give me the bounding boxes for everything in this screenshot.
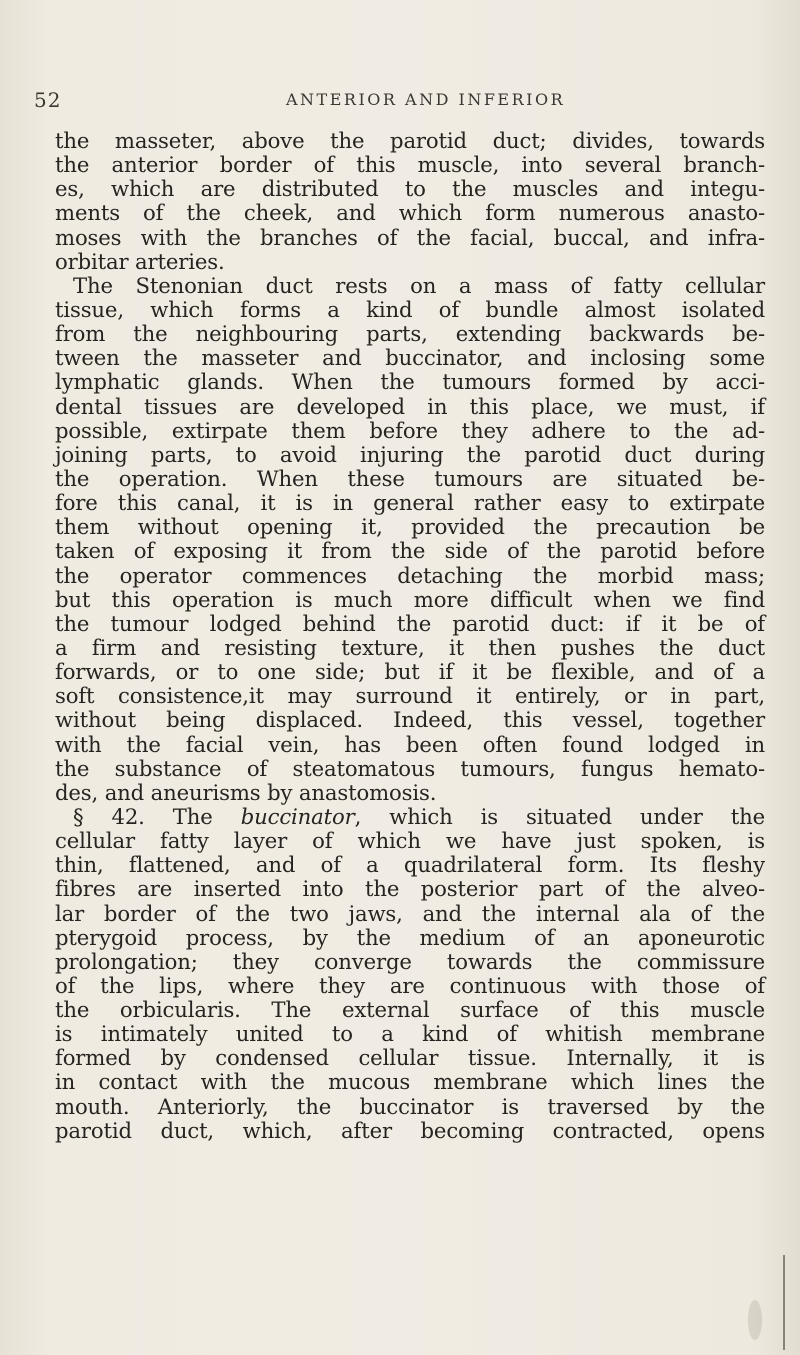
- page-header: [34, 88, 734, 112]
- text-line: the masseter, above the parotid duct; divides, towards: [55, 128, 765, 153]
- text-line: mouth. Anteriorly, the buccinator is traversed by the: [55, 1093, 765, 1119]
- text-line: forwards, or to one side; but if it be flexible, and of a: [55, 659, 765, 685]
- text-line: joining parts, to avoid injuring the parotid duct during: [55, 441, 765, 467]
- text-line: a firm and resisting texture, it then pushes the duct: [55, 634, 765, 660]
- text-line: with the facial vein, has been often found lodged in: [55, 731, 765, 757]
- text-line: in contact with the mucous membrane which lines the: [55, 1069, 765, 1095]
- italic-term: buccinator: [240, 803, 355, 829]
- text-line: ments of the cheek, and which form numerous anasto-: [55, 200, 765, 226]
- text-line: lar border of the two jaws, and the internal ala of the: [55, 900, 765, 926]
- text-line: formed by condensed cellular tissue. Internally, it is: [55, 1045, 765, 1071]
- text-line: the anterior border of this muscle, into several branch-: [55, 152, 765, 178]
- text-line: des, and aneurisms by anastomosis.: [55, 779, 437, 805]
- text-line: fibres are inserted into the posterior part of the alveo-: [55, 876, 765, 902]
- text-line: parotid duct, which, after becoming contracted, opens: [55, 1117, 765, 1143]
- text-line: but this operation is much more difficult when we find: [55, 586, 765, 612]
- text-line: the operator commences detaching the morbid mass;: [55, 562, 765, 588]
- text-line: the operation. When these tumours are situated be-: [55, 465, 765, 491]
- page-edge-shadow: [783, 1255, 785, 1350]
- text-line: of the lips, where they are continuous with those of: [55, 972, 765, 998]
- text-line: is intimately united to a kind of whitish membrane: [55, 1021, 765, 1047]
- text-line: possible, extirpate them before they adhere to the ad-: [55, 417, 765, 443]
- running-head: ANTERIOR AND INFERIOR: [286, 90, 566, 109]
- page-number: 52: [34, 88, 62, 112]
- text-line: the substance of steatomatous tumours, fungus hemato-: [55, 755, 765, 781]
- text-line: without being displaced. Indeed, this vessel, together: [55, 707, 765, 733]
- paper-stain: [748, 1300, 762, 1340]
- text-line: moses with the branches of the facial, buccal, and infra-: [55, 224, 765, 250]
- text-line: tissue, which forms a kind of bundle almost isolated: [55, 296, 765, 322]
- text-line: them without opening it, provided the precaution be: [55, 514, 765, 540]
- text-line: orbitar arteries.: [55, 248, 225, 274]
- text-line: dental tissues are developed in this place, we must, if: [55, 393, 765, 419]
- text-line: soft consistence,it may surround it entirely, or in part,: [55, 683, 765, 709]
- text-line: tween the masseter and buccinator, and inclosing some: [55, 345, 765, 371]
- text-line: the orbicularis. The external surface of this muscle: [55, 997, 765, 1023]
- text-line: from the neighbouring parts, extending backwards be-: [55, 321, 765, 347]
- text-line: pterygoid process, by the medium of an aponeurotic: [55, 924, 765, 950]
- text-line: prolongation; they converge towards the commissure: [55, 948, 765, 974]
- body-text: [55, 129, 765, 1143]
- text-line: thin, flattened, and of a quadrilateral form. Its fleshy: [55, 852, 765, 878]
- text-line: lymphatic glands. When the tumours formed by acci-: [55, 369, 765, 395]
- text-line: The Stenonian duct rests on a mass of fatty cellular: [73, 272, 765, 298]
- text-line: cellular fatty layer of which we have just spoken, is: [55, 828, 765, 854]
- text-line: § 42. The buccinator, which is situated under the: [73, 803, 766, 829]
- text-line: taken of exposing it from the side of the parotid before: [55, 538, 765, 564]
- text-line: the tumour lodged behind the parotid duct: if it be of: [55, 610, 765, 636]
- text-line: es, which are distributed to the muscles and integu-: [55, 176, 765, 202]
- text-line: fore this canal, it is in general rather easy to extirpate: [55, 490, 765, 516]
